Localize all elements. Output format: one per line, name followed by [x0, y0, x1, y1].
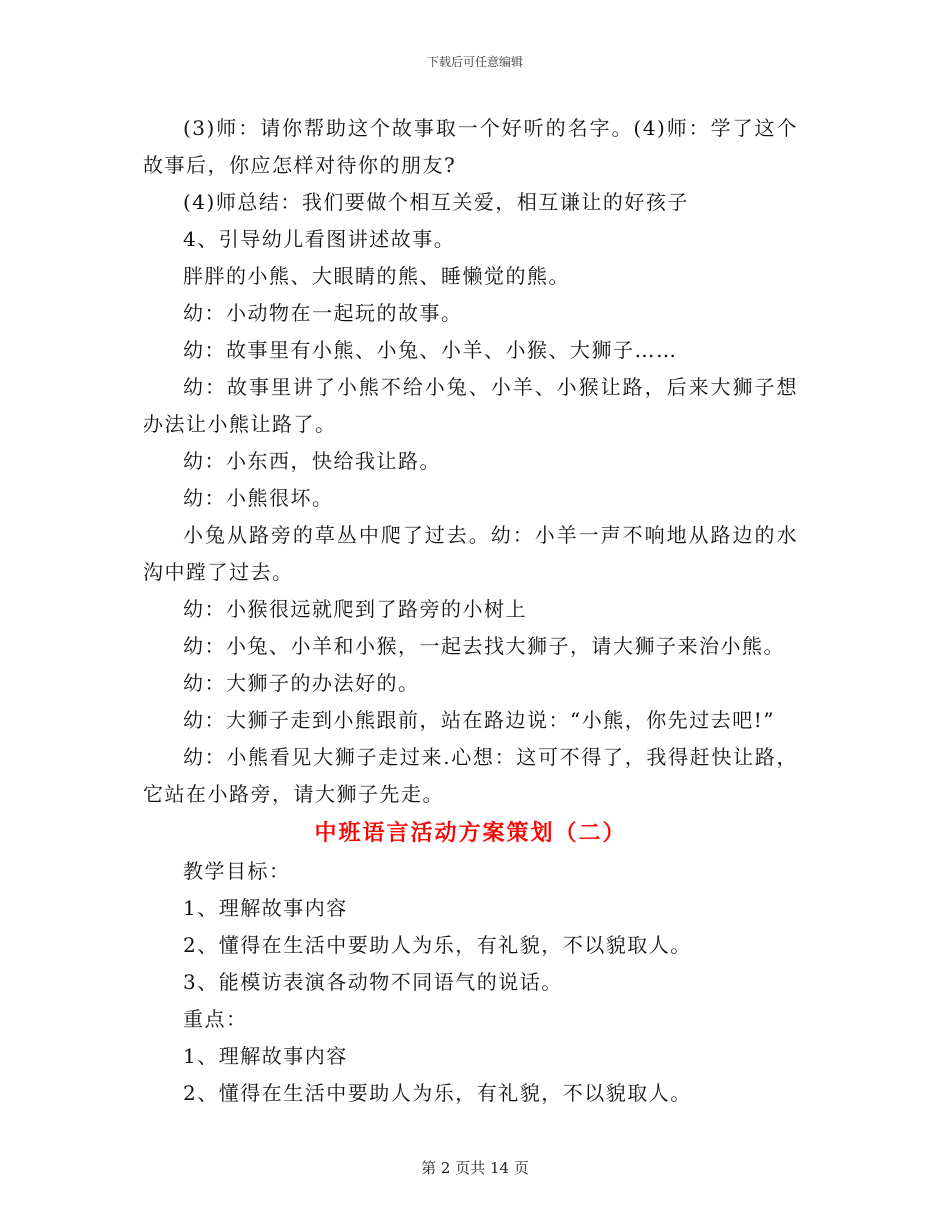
- document-body: [143, 110, 798, 1112]
- paragraph: (3)师：请你帮助这个故事取一个好听的名字。(4)师：学了这个故事后，你应怎样对待你的朋友?: [143, 116, 798, 177]
- page-number: 第 2 页共 14 页: [421, 1159, 529, 1177]
- section-title: 中班语言活动方案策划（二）: [314, 820, 627, 846]
- paragraph: 幼：故事里有小熊、小兔、小羊、小猴、大狮子……: [183, 338, 678, 362]
- paragraph: (4)师总结：我们要做个相互关爱，相互谦让的好孩子: [183, 190, 689, 214]
- paragraph: 小兔从路旁的草丛中爬了过去。幼：小羊一声不响地从路边的水沟中蹚了过去。: [143, 523, 798, 584]
- paragraph: 重点：: [183, 1007, 248, 1031]
- paragraph: 1、理解故事内容: [183, 1044, 348, 1068]
- paragraph: 幼：小东西，快给我让路。: [183, 449, 441, 473]
- paragraph: 幼：大狮子的办法好的。: [183, 671, 420, 695]
- paragraph: 幼：大狮子走到小熊跟前，站在路边说：“小熊，你先过去吧!”: [183, 708, 775, 732]
- paragraph: 幼：小兔、小羊和小猴，一起去找大狮子，请大狮子来治小熊。: [183, 634, 785, 658]
- paragraph: 2、懂得在生活中要助人为乐，有礼貌，不以貌取人。: [183, 933, 692, 957]
- paragraph: 1、理解故事内容: [183, 896, 348, 920]
- paragraph: 教学目标：: [183, 859, 291, 883]
- page-header-note: 下载后可任意编辑: [426, 55, 523, 69]
- paragraph: 4、引导幼儿看图讲述故事。: [183, 227, 456, 251]
- paragraph: 3、能模访表演各动物不同语气的说话。: [183, 970, 563, 994]
- paragraph: 胖胖的小熊、大眼睛的熊、睡懒觉的熊。: [183, 264, 570, 288]
- paragraph: 幼：小猴很远就爬到了路旁的小树上: [183, 597, 527, 621]
- paragraph: 幼：故事里讲了小熊不给小兔、小羊、小猴让路，后来大狮子想办法让小熊让路了。: [143, 375, 798, 436]
- paragraph: 幼：小熊看见大狮子走过来.心想：这可不得了，我得赶快让路，它站在小路旁，请大狮子先走。: [143, 745, 798, 806]
- paragraph: 幼：小熊很坏。: [183, 486, 334, 510]
- paragraph: 幼：小动物在一起玩的故事。: [183, 301, 463, 325]
- paragraph: 2、懂得在生活中要助人为乐，有礼貌，不以貌取人。: [183, 1081, 692, 1105]
